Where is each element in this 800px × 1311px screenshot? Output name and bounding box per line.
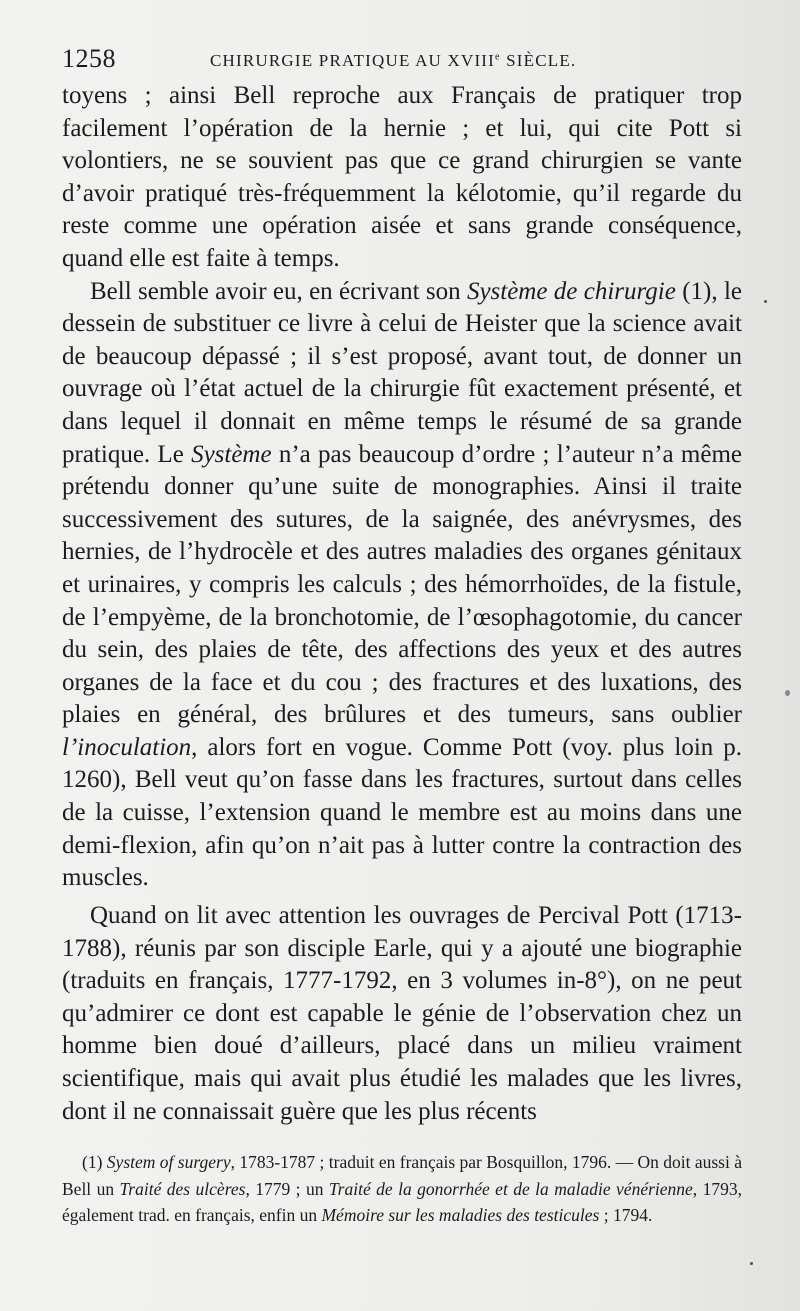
main-text [62,80,742,895]
footnote-text [62,1149,742,1229]
text-span: , 1793, également trad. en français, enfin un [62,1178,742,1225]
text-span: (1), le dessein de substituer ce livre à celui de Heister que la science avait de beaucoup dépassé ; il s’est proposé, avant tout, de donner un ouvrage où l’état actuel de la chirurgie fût exactement présenté, et dans lequel il donnait en même temps le résumé de sa grande pratique. Le [62,277,742,468]
italic-title: Traité de la gonorrhée et de la maladie vénérienne [328,1178,693,1199]
italic-title: Système [191,440,272,468]
paragraph-continued: toyens ; ainsi Bell reproche aux Français de pratiquer trop facilement l’opération de la hernie ; et lui, qui cite Pott si volontiers, ne se souvient pas que ce grand chirurgien se vante d’avoir pratiqué très-fréquemment la kélotomie, qu’il regarde du reste comme une opération aisée et sans grande conséquence, quand elle est faite à temps. [62,82,742,272]
running-title-superscript: e [495,51,501,63]
page-number: 1258 [62,44,116,73]
italic-title: Traité des ulcères [119,1178,246,1199]
text-span: ; 1794. [599,1205,653,1225]
italic-title: Mémoire sur les maladies des testicules [321,1205,600,1225]
italic-title: System of surgery [106,1152,231,1172]
paragraph-pott: Quand on lit avec attention les ouvrages de Percival Pott (1713-1788), réunis par son disciple Earle, qui y a ajouté une biographie (traduits en français, 1777-1792, en 3 volumes in-8°), on ne peut qu’admirer ce dont est capable le génie de l’observation chez un homme bien doué d’ailleurs, placé dans un milieu vraiment scientifique, mais qui avait plus étudié les malades que les livres, dont il ne connaissait guère que les plus récents [62,902,742,1125]
page-header [62,44,762,78]
running-title [210,51,576,71]
paper-speck [764,300,767,303]
text-span: , 1779 ; un [245,1178,329,1199]
text-span: Bell semble avoir eu, en écrivant son [90,277,467,305]
footnote-marker: (1) [82,1152,107,1172]
paper-speck [750,1262,753,1265]
second-section [62,900,742,1128]
text-span: , alors fort en vogue. Comme Pott (voy. plus loin p. 1260), Bell veut qu’on fasse dans les fractures, surtout dans celles de la cuisse, l’extension quand le membre est au moins dans une demi-flexion, afin qu’on n’ait pas à lutter contre la contraction des muscles. [62,733,742,892]
text-span: , 1783-1787 ; traduit en français par Bosquillon, 1796. — On doit aussi à Bell un [62,1152,743,1199]
running-title-text: CHIRURGIE PRATIQUE AU XVIII [210,51,496,70]
paragraph-bell-system [62,276,742,895]
text-span: n’a pas beaucoup d’ordre ; l’auteur n’a même prétendu donner qu’une suite de monographies. Ainsi il traite successivement des sutures, de la saignée, des anévrysmes, des hernies, de l’hydrocèle et des autres maladies des organes génitaux et urinaires, y compris les calculs ; des hémorrhoïdes, de la fistule, de l’empyème, de la bronchotomie, de l’œsophagotomie, du cancer du sein, des plaies de tête, des affections des yeux et des autres organes de la face et du cou ; des fractures et des luxations, des plaies en général, des brûlures et des tumeurs, sans oublier [62,440,742,729]
footnote [62,1149,742,1229]
italic-term: l’inoculation [62,733,192,761]
running-title-end: SIÈCLE. [500,51,577,70]
paper-speck [785,690,790,696]
italic-title: Système de chirurgie [466,277,676,305]
